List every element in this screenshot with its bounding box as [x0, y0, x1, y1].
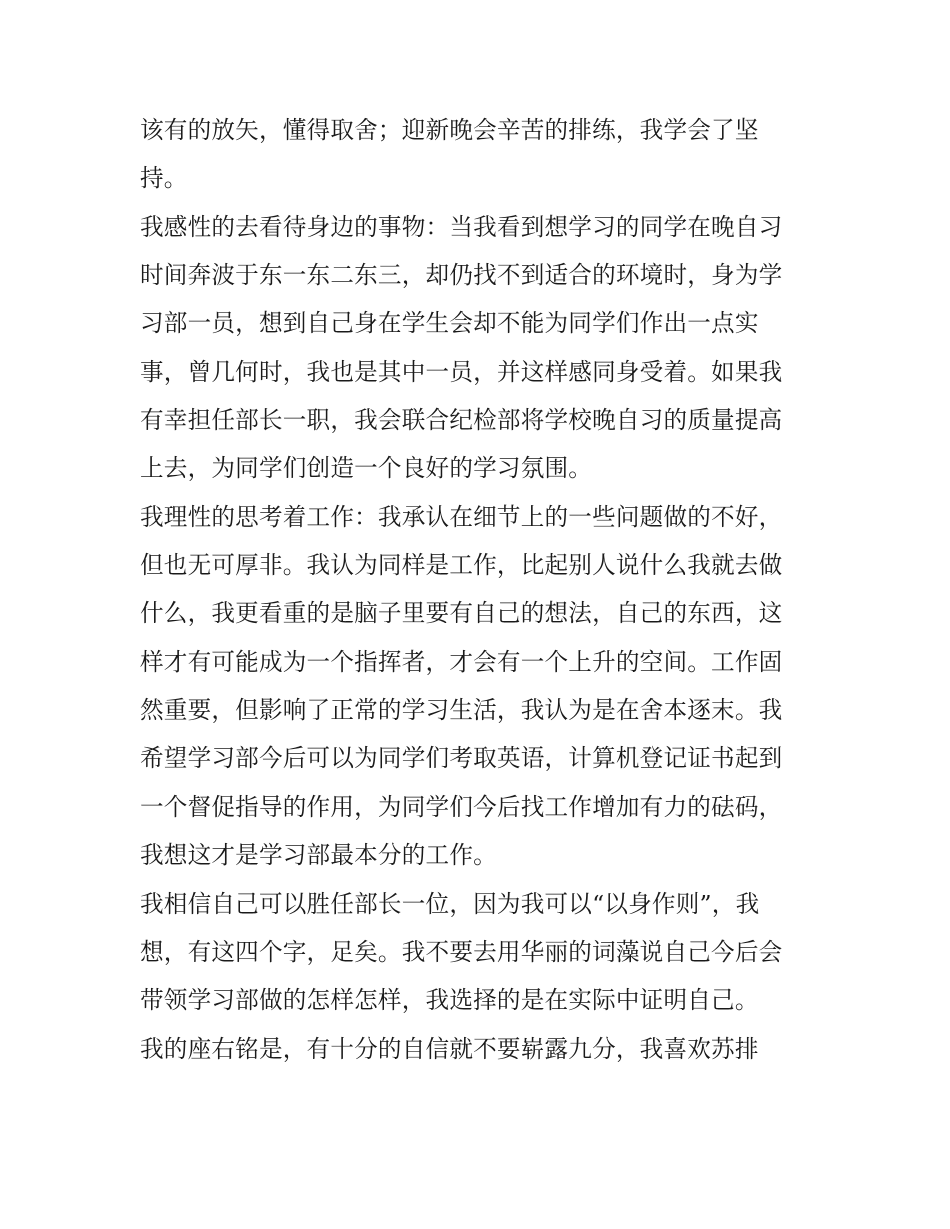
- text-line: 我理性的思考着工作：我承认在细节上的一些问题做的不好，: [140, 502, 783, 531]
- text-line: 该有的放矢，懂得取舍；迎新晚会辛苦的排练，我学会了坚: [140, 116, 759, 144]
- text-line: 然重要，但影响了正常的学习生活，我认为是在舍本逐末。我: [140, 696, 783, 725]
- text-line: 我感性的去看待身边的事物：当我看到想学习的同学在晚自习: [140, 212, 783, 241]
- text-line: 带领学习部做的怎样怎样，我选择的是在实际中证明自己。: [140, 986, 759, 1015]
- text-line: 持。: [140, 164, 188, 193]
- text-line: 习部一员，想到自己身在学生会却不能为同学们作出一点实: [140, 309, 759, 338]
- text-line: 我的座右铭是，有十分的自信就不要崭露九分，我喜欢苏排: [140, 1034, 759, 1063]
- document-body-text: [140, 106, 820, 1073]
- text-line: 事，曾几何时，我也是其中一员，并这样感同身受着。如果我: [140, 357, 783, 386]
- text-line: 上去，为同学们创造一个良好的学习氛围。: [140, 454, 593, 483]
- text-line: 但也无可厚非。我认为同样是工作，比起别人说什么我就去做: [140, 551, 783, 580]
- text-line: 一个督促指导的作用，为同学们今后找工作增加有力的砝码，: [140, 792, 783, 821]
- text-line: 什么，我更看重的是脑子里要有自己的想法，自己的东西，这: [140, 599, 783, 628]
- text-line: 想，有这四个字，足矣。我不要去用华丽的词藻说自己今后会: [140, 937, 783, 966]
- text-line: 我相信自己可以胜任部长一位，因为我可以“以身作则”，我: [140, 889, 760, 918]
- text-line: 时间奔波于东一东二东三，却仍找不到适合的环境时，身为学: [140, 261, 783, 290]
- text-line: 希望学习部今后可以为同学们考取英语，计算机登记证书起到: [140, 744, 783, 773]
- text-line: 样才有可能成为一个指挥者，才会有一个上升的空间。工作固: [140, 647, 783, 676]
- text-line: 我想这才是学习部最本分的工作。: [140, 841, 497, 870]
- text-line: 有幸担任部长一职，我会联合纪检部将学校晚自习的质量提高: [140, 406, 783, 435]
